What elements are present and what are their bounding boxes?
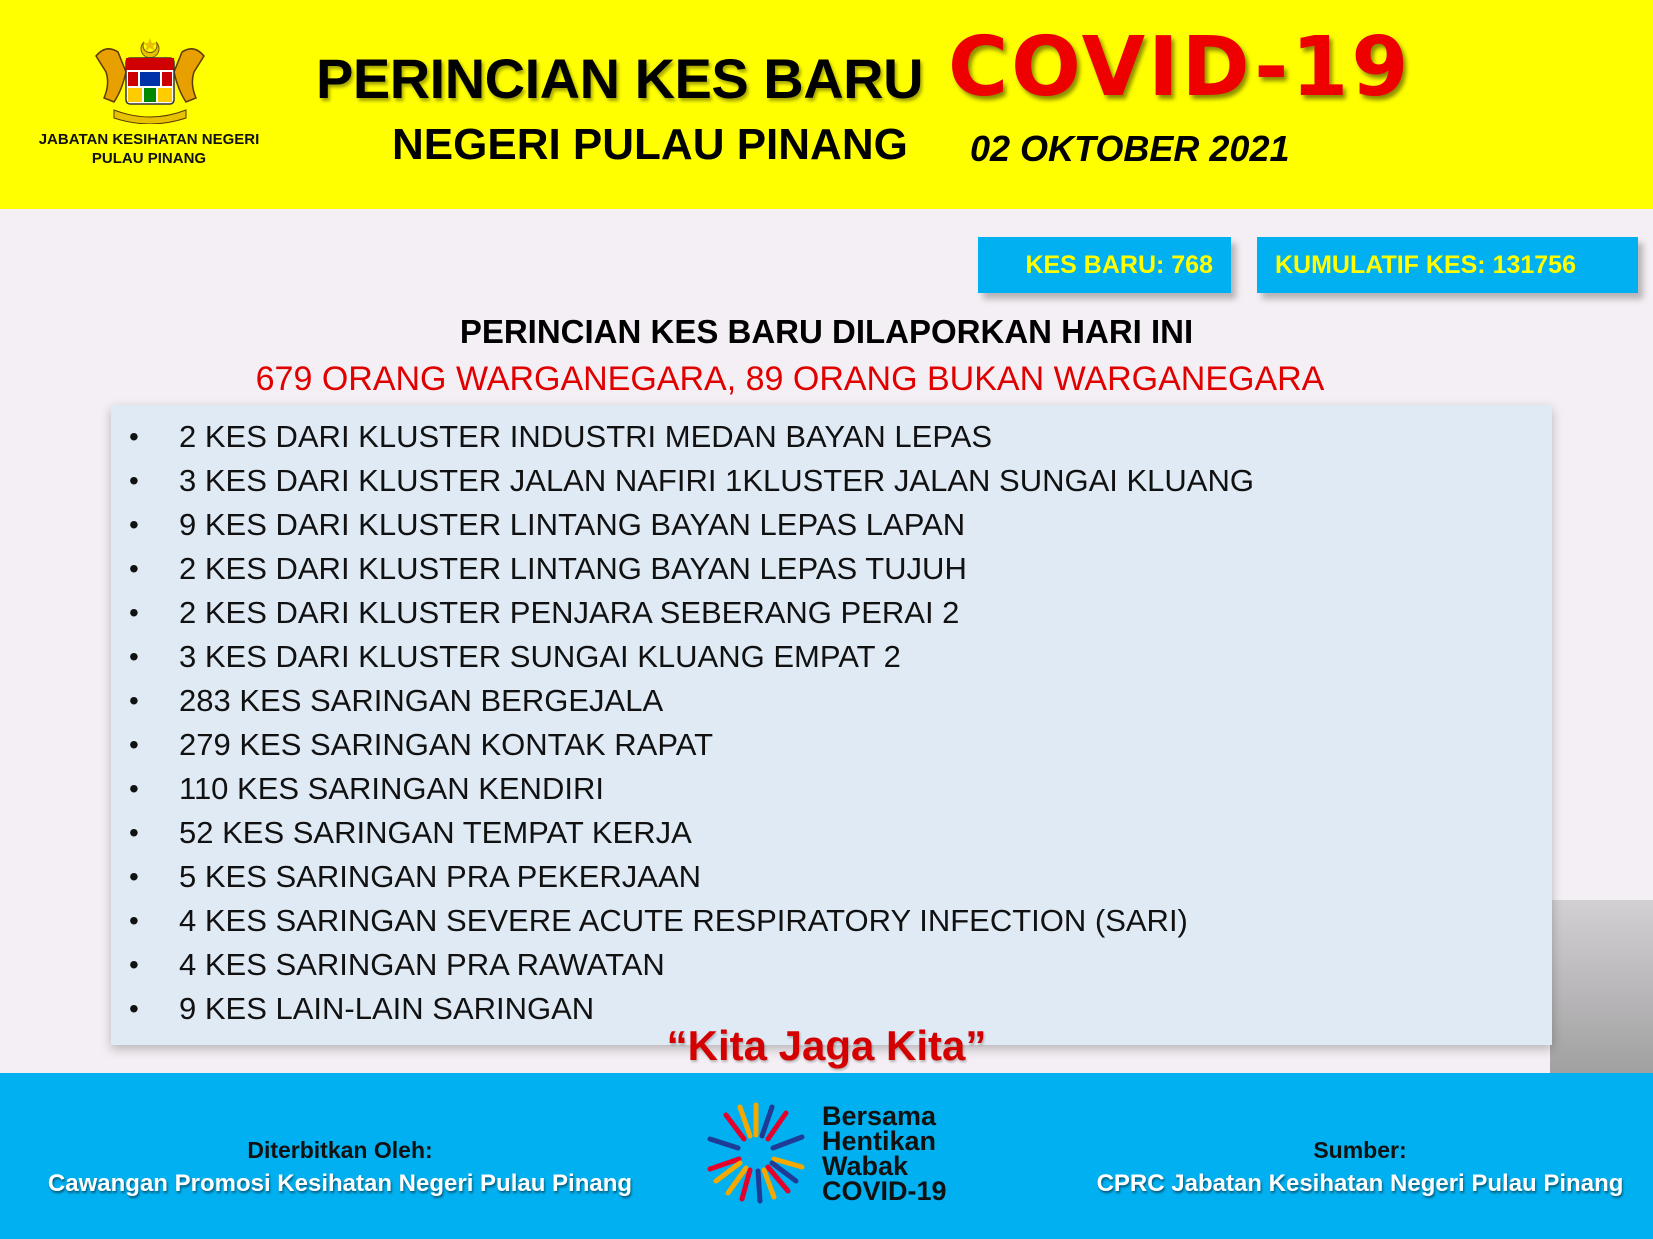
bullet-icon: • bbox=[129, 861, 139, 892]
list-item bbox=[111, 591, 1552, 635]
bullet-icon: • bbox=[129, 641, 139, 672]
agency-line-2: PULAU PINANG bbox=[91, 150, 207, 167]
bullet-icon: • bbox=[129, 421, 139, 452]
bullet-icon: • bbox=[129, 905, 139, 936]
list-item bbox=[111, 503, 1552, 547]
list-item bbox=[111, 855, 1552, 899]
case-list bbox=[111, 415, 1552, 1031]
list-item-text: 4 KES SARINGAN SEVERE ACUTE RESPIRATORY INFECTION (SARI) bbox=[179, 903, 1188, 938]
bullet-icon: • bbox=[129, 993, 139, 1024]
detail-heading: PERINCIAN KES BARU DILAPORKAN HARI INI bbox=[459, 313, 1194, 350]
list-item bbox=[111, 943, 1552, 987]
list-item bbox=[111, 635, 1552, 679]
list-item-text: 3 KES DARI KLUSTER JALAN NAFIRI 1KLUSTER JALAN SUNGAI KLUANG bbox=[179, 463, 1254, 498]
bullet-icon: • bbox=[129, 597, 139, 628]
coat-of-arms-icon bbox=[86, 36, 214, 124]
report-date: 02 OKTOBER 2021 bbox=[970, 128, 1290, 169]
list-item-text: 2 KES DARI KLUSTER PENJARA SEBERANG PERAI 2 bbox=[179, 595, 960, 630]
bullet-icon: • bbox=[129, 465, 139, 496]
new-cases-text: KES BARU: 768 bbox=[1025, 251, 1213, 279]
campaign-line-4: COVID-19 bbox=[822, 1176, 947, 1206]
bullet-icon: • bbox=[129, 773, 139, 804]
source-label: Sumber: bbox=[1313, 1137, 1407, 1163]
nationality-breakdown: 679 ORANG WARGANEGARA, 89 ORANG BUKAN WARGANEGARA bbox=[255, 360, 1325, 398]
list-item bbox=[111, 547, 1552, 591]
publisher-block bbox=[30, 1133, 650, 1201]
list-item-text: 4 KES SARINGAN PRA RAWATAN bbox=[179, 947, 665, 982]
list-item bbox=[111, 899, 1552, 943]
new-cases-badge bbox=[978, 237, 1231, 293]
list-item-text: 283 KES SARINGAN BERGEJALA bbox=[179, 683, 664, 718]
agency-name bbox=[14, 130, 284, 168]
bullet-icon: • bbox=[129, 949, 139, 980]
bullet-icon: • bbox=[129, 817, 139, 848]
slogan: “Kita Jaga Kita” bbox=[666, 1022, 987, 1069]
list-item-text: 110 KES SARINGAN KENDIRI bbox=[179, 771, 604, 806]
list-item-text: 5 KES SARINGAN PRA PEKERJAAN bbox=[179, 859, 702, 894]
list-item bbox=[111, 767, 1552, 811]
campaign-logo-text bbox=[822, 1101, 947, 1206]
bullet-icon: • bbox=[129, 685, 139, 716]
list-item-text: 9 KES DARI KLUSTER LINTANG BAYAN LEPAS LAPAN bbox=[179, 507, 966, 542]
list-item bbox=[111, 811, 1552, 855]
list-item-text: 52 KES SARINGAN TEMPAT KERJA bbox=[179, 815, 692, 850]
campaign-line-2: Hentikan bbox=[822, 1126, 937, 1156]
list-item bbox=[111, 679, 1552, 723]
list-item bbox=[111, 723, 1552, 767]
list-item-text: 279 KES SARINGAN KONTAK RAPAT bbox=[179, 727, 714, 762]
bullet-icon: • bbox=[129, 729, 139, 760]
page-title: PERINCIAN KES BARU bbox=[316, 47, 924, 110]
list-item-text: 3 KES DARI KLUSTER SUNGAI KLUANG EMPAT 2 bbox=[179, 639, 901, 674]
publisher-label: Diterbitkan Oleh: bbox=[247, 1137, 433, 1163]
agency-line-1: JABATAN KESIHATAN NEGERI bbox=[38, 131, 260, 148]
case-list-panel bbox=[111, 405, 1552, 1045]
bullet-icon: • bbox=[129, 553, 139, 584]
covid-title: COVID-19 bbox=[948, 20, 1412, 115]
publisher-value: Cawangan Promosi Kesihatan Negeri Pulau Pinang bbox=[47, 1170, 633, 1197]
list-item bbox=[111, 415, 1552, 459]
source-block bbox=[1080, 1133, 1640, 1201]
list-item-text: 2 KES DARI KLUSTER LINTANG BAYAN LEPAS TUJUH bbox=[179, 551, 967, 586]
list-item-text: 2 KES DARI KLUSTER INDUSTRI MEDAN BAYAN LEPAS bbox=[179, 419, 993, 454]
list-item-text: 9 KES LAIN-LAIN SARINGAN bbox=[179, 991, 595, 1026]
list-item bbox=[111, 459, 1552, 503]
state-title: NEGERI PULAU PINANG bbox=[392, 120, 908, 169]
source-value: CPRC Jabatan Kesihatan Negeri Pulau Pinang bbox=[1096, 1170, 1624, 1197]
bullet-icon: • bbox=[129, 509, 139, 540]
campaign-line-3: Wabak bbox=[822, 1151, 909, 1181]
campaign-line-1: Bersama bbox=[822, 1101, 937, 1131]
header-banner bbox=[0, 0, 1653, 209]
cumulative-cases-badge: KUMULATIF KES: 131756 bbox=[1257, 237, 1638, 293]
